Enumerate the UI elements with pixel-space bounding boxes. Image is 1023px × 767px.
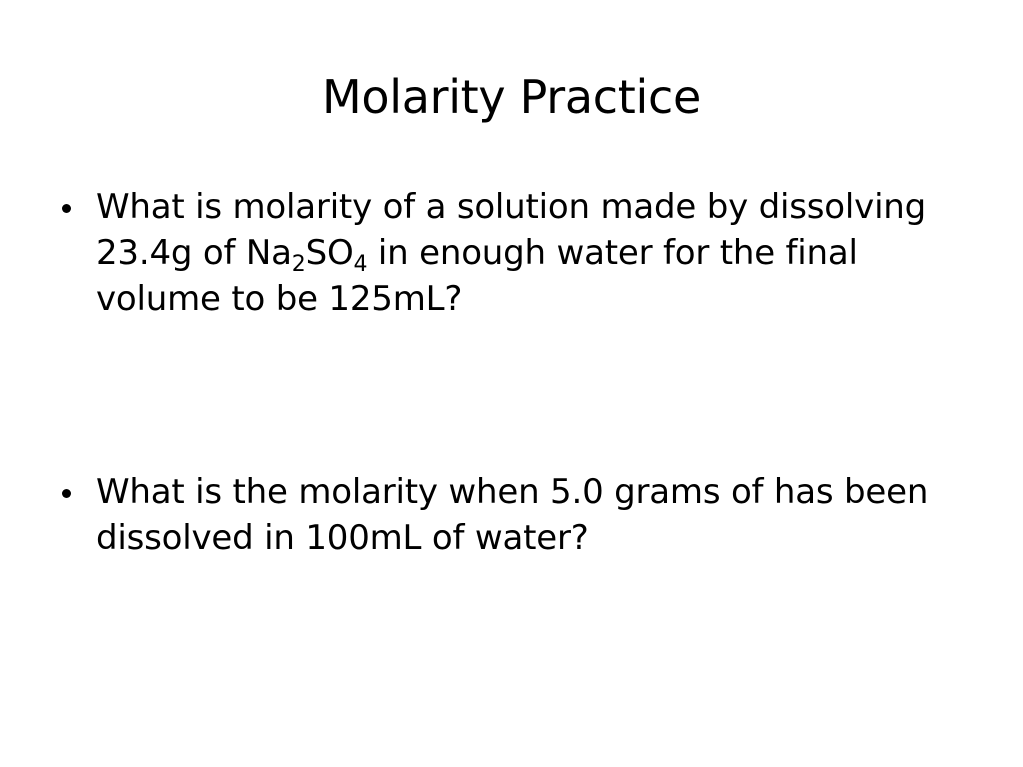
text-segment: SO — [305, 233, 354, 273]
slide-title: Molarity Practice — [321, 70, 701, 124]
bullet-dot-icon — [62, 489, 71, 498]
subscript: 2 — [291, 252, 306, 277]
text-segment: What is molarity of a solution made by dissolving 23.4g of Na — [96, 187, 927, 273]
bullet-dot-icon — [62, 204, 71, 213]
subscript: 4 — [353, 252, 368, 277]
text-segment: in enough water for the final volume to be 125mL? — [96, 233, 858, 319]
bullet-text: What is the molarity when 5.0 grams of has been dissolved in 100mL of water? — [96, 472, 929, 558]
bullet-text — [96, 184, 976, 322]
